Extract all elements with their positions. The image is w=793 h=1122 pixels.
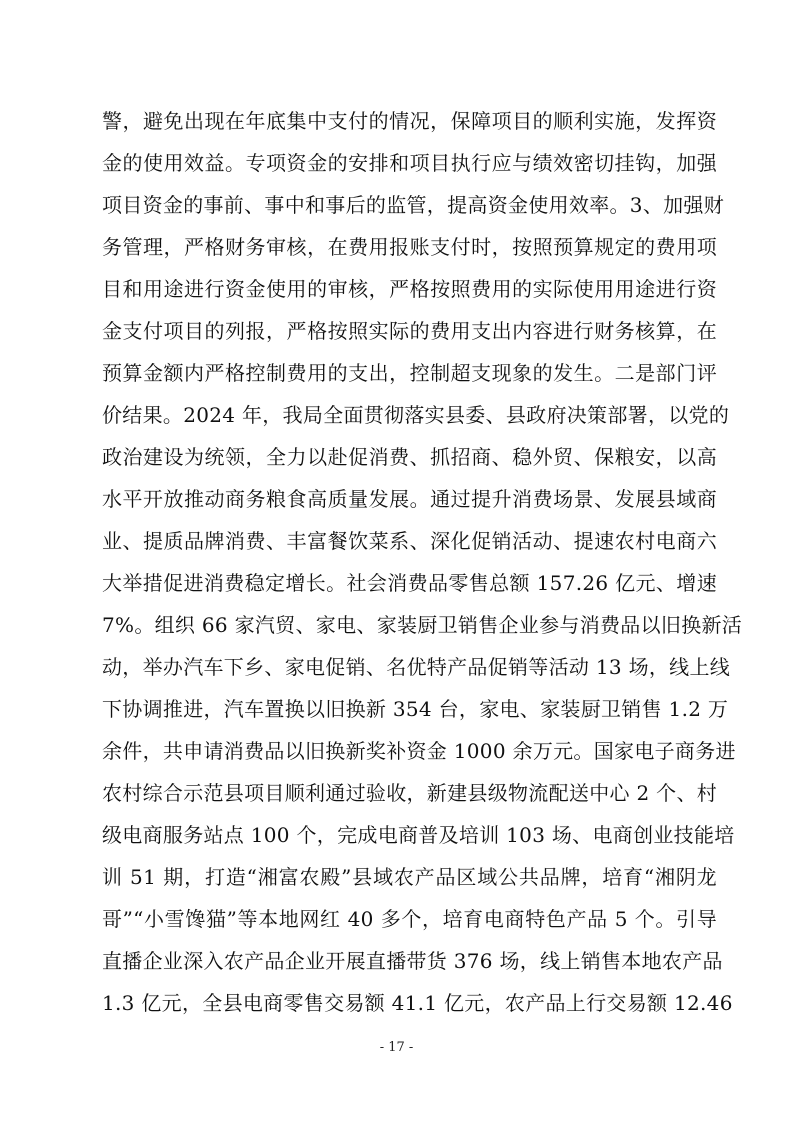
body-text: [102, 100, 743, 1024]
text-line: 价结果。2024 年，我局全面贯彻落实县委、县政府决策部署，以党的: [102, 403, 730, 427]
text-line: 水平开放推动商务粮食高质量发展。通过提升消费场景、发展县域商: [102, 487, 717, 511]
text-line: 哥”“小雪馋猫”等本地网红 40 多个，培育电商特色产品 5 个。引导: [102, 907, 717, 931]
text-line: 动，举办汽车下乡、家电促销、名优特产品促销等活动 13 场，线上线: [102, 655, 731, 679]
text-line: 金的使用效益。专项资金的安排和项目执行应与绩效密切挂钩，加强: [102, 151, 717, 175]
text-line: 直播企业深入农产品企业开展直播带货 376 场，线上销售本地农产品: [102, 949, 723, 973]
text-line: 级电商服务站点 100 个，完成电商普及培训 103 场、电商创业技能培: [102, 823, 735, 847]
page-number: - 17 -: [379, 1040, 414, 1055]
text-line: 金支付项目的列报，严格按照实际的费用支出内容进行财务核算，在: [102, 319, 717, 343]
text-line: 政治建设为统领，全力以赴促消费、抓招商、稳外贸、保粮安，以高: [102, 445, 717, 469]
text-line: 余件，共申请消费品以旧换新奖补资金 1000 余万元。国家电子商务进: [102, 739, 736, 763]
text-line: 1.3 亿元，全县电商零售交易额 41.1 亿元，农产品上行交易额 12.46: [102, 991, 733, 1015]
text-line: 农村综合示范县项目顺利通过验收，新建县级物流配送中心 2 个、村: [102, 781, 718, 805]
text-line: 业、提质品牌消费、丰富餐饮菜系、深化促销活动、提速农村电商六: [102, 529, 717, 553]
text-line: 预算金额内严格控制费用的支出，控制超支现象的发生。二是部门评: [102, 361, 717, 385]
text-line: 务管理，严格财务审核，在费用报账支付时，按照预算规定的费用项: [102, 235, 717, 259]
text-line: 训 51 期，打造“湘富农殿”县域农产品区域公共品牌，培育“湘阴龙: [102, 865, 717, 889]
text-line: 项目资金的事前、事中和事后的监管，提高资金使用效率。3、加强财: [102, 193, 725, 217]
text-line: 下协调推进，汽车置换以旧换新 354 台，家电、家装厨卫销售 1.2 万: [102, 697, 729, 721]
text-line: 目和用途进行资金使用的审核，严格按照费用的实际使用用途进行资: [102, 277, 717, 301]
text-line: 7%。组织 66 家汽贸、家电、家装厨卫销售企业参与消费品以旧换新活: [102, 613, 743, 637]
text-line: 大举措促进消费稳定增长。社会消费品零售总额 157.26 亿元、增速: [102, 571, 717, 595]
text-line: 警，避免出现在年底集中支付的情况，保障项目的顺利实施，发挥资: [102, 109, 717, 133]
